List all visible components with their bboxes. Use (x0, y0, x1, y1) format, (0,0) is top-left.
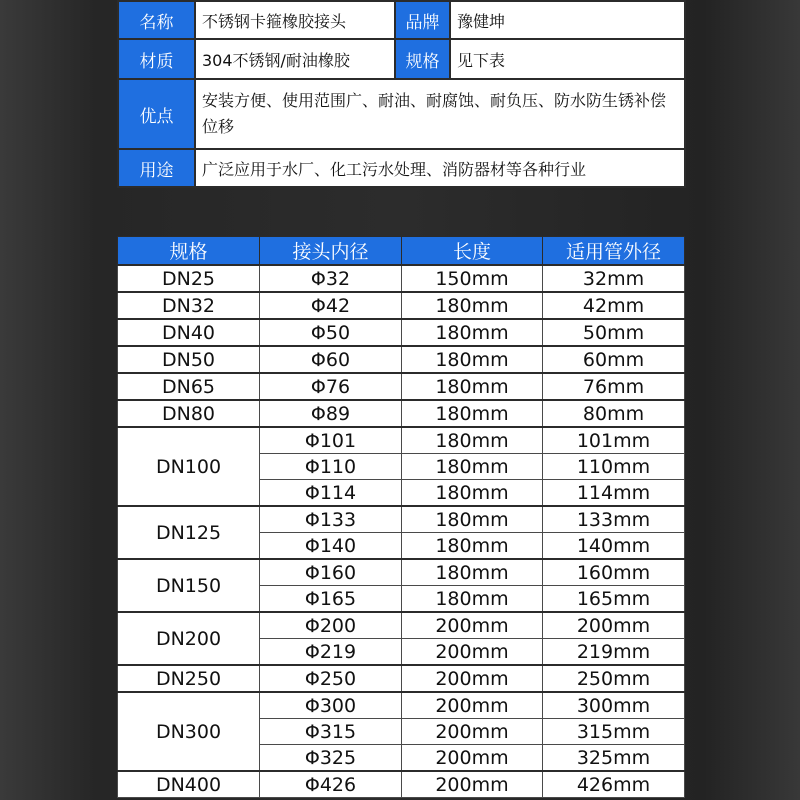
inner-diameter-cell: Φ300 (260, 692, 402, 719)
length-cell: 180mm (402, 319, 543, 346)
inner-diameter-cell: Φ76 (260, 373, 402, 400)
pipe-outer-diameter-cell: 101mm (543, 427, 685, 454)
inner-diameter-cell: Φ426 (260, 771, 402, 798)
table-row (118, 400, 685, 427)
pipe-outer-diameter-cell: 165mm (543, 586, 685, 613)
header-pipe-outer-diameter: 适用管外径 (543, 237, 685, 266)
length-cell: 200mm (402, 639, 543, 666)
length-cell: 180mm (402, 559, 543, 586)
spec-cell: DN300 (118, 692, 260, 771)
table-row (118, 319, 685, 346)
length-cell: 200mm (402, 745, 543, 772)
spec-header-row (118, 237, 685, 266)
spec-table (117, 236, 685, 798)
pipe-outer-diameter-cell: 315mm (543, 719, 685, 745)
name-value: 不锈钢卡箍橡胶接头 (195, 1, 395, 39)
spec-cell: DN150 (118, 559, 260, 612)
length-cell: 180mm (402, 533, 543, 560)
header-length: 长度 (402, 237, 543, 266)
length-cell: 200mm (402, 719, 543, 745)
brand-value: 豫健坤 (450, 1, 685, 39)
header-spec: 规格 (118, 237, 260, 266)
inner-diameter-cell: Φ200 (260, 612, 402, 639)
inner-diameter-cell: Φ89 (260, 400, 402, 427)
name-label: 名称 (118, 1, 195, 39)
table-row (118, 692, 685, 719)
header-inner-diameter: 接头内径 (260, 237, 402, 266)
info-row-usage (118, 149, 685, 187)
pipe-outer-diameter-cell: 114mm (543, 480, 685, 507)
spec-cell: DN250 (118, 665, 260, 692)
inner-diameter-cell: Φ42 (260, 292, 402, 319)
pipe-outer-diameter-cell: 133mm (543, 506, 685, 533)
length-cell: 180mm (402, 427, 543, 454)
table-row (118, 506, 685, 533)
table-row (118, 771, 685, 798)
spec-cell: DN40 (118, 319, 260, 346)
advantages-value: 安装方便、使用范围广、耐油、耐腐蚀、耐负压、防水防生锈补偿位移 (195, 79, 685, 149)
inner-diameter-cell: Φ114 (260, 480, 402, 507)
length-cell: 180mm (402, 292, 543, 319)
table-row (118, 559, 685, 586)
product-info-table (117, 0, 686, 188)
pipe-outer-diameter-cell: 42mm (543, 292, 685, 319)
spec-cell: DN65 (118, 373, 260, 400)
spec-cell: DN32 (118, 292, 260, 319)
pipe-outer-diameter-cell: 300mm (543, 692, 685, 719)
info-row-name (118, 1, 685, 39)
usage-value: 广泛应用于水厂、化工污水处理、消防器材等各种行业 (195, 149, 685, 187)
advantages-label: 优点 (118, 79, 195, 149)
spec-label: 规格 (395, 39, 450, 79)
pipe-outer-diameter-cell: 426mm (543, 771, 685, 798)
inner-diameter-cell: Φ133 (260, 506, 402, 533)
length-cell: 200mm (402, 771, 543, 798)
spec-cell: DN25 (118, 265, 260, 292)
spec-cell: DN80 (118, 400, 260, 427)
inner-diameter-cell: Φ140 (260, 533, 402, 560)
table-row (118, 427, 685, 454)
material-value: 304不锈钢/耐油橡胶 (195, 39, 395, 79)
length-cell: 180mm (402, 506, 543, 533)
pipe-outer-diameter-cell: 200mm (543, 612, 685, 639)
inner-diameter-cell: Φ110 (260, 454, 402, 480)
pipe-outer-diameter-cell: 80mm (543, 400, 685, 427)
table-row (118, 292, 685, 319)
spec-cell: DN100 (118, 427, 260, 506)
table-row (118, 665, 685, 692)
pipe-outer-diameter-cell: 50mm (543, 319, 685, 346)
pipe-outer-diameter-cell: 219mm (543, 639, 685, 666)
spec-cell: DN125 (118, 506, 260, 559)
length-cell: 180mm (402, 454, 543, 480)
inner-diameter-cell: Φ160 (260, 559, 402, 586)
length-cell: 180mm (402, 586, 543, 613)
length-cell: 180mm (402, 480, 543, 507)
pipe-outer-diameter-cell: 110mm (543, 454, 685, 480)
length-cell: 200mm (402, 612, 543, 639)
usage-label: 用途 (118, 149, 195, 187)
table-row (118, 346, 685, 373)
info-row-material (118, 39, 685, 79)
length-cell: 180mm (402, 346, 543, 373)
length-cell: 200mm (402, 692, 543, 719)
spec-value: 见下表 (450, 39, 685, 79)
table-row (118, 373, 685, 400)
info-row-advantages (118, 79, 685, 149)
length-cell: 180mm (402, 373, 543, 400)
material-label: 材质 (118, 39, 195, 79)
pipe-outer-diameter-cell: 325mm (543, 745, 685, 772)
inner-diameter-cell: Φ325 (260, 745, 402, 772)
inner-diameter-cell: Φ165 (260, 586, 402, 613)
spec-cell: DN50 (118, 346, 260, 373)
length-cell: 180mm (402, 400, 543, 427)
pipe-outer-diameter-cell: 32mm (543, 265, 685, 292)
inner-diameter-cell: Φ60 (260, 346, 402, 373)
spec-cell: DN400 (118, 771, 260, 798)
pipe-outer-diameter-cell: 76mm (543, 373, 685, 400)
brand-label: 品牌 (395, 1, 450, 39)
length-cell: 150mm (402, 265, 543, 292)
inner-diameter-cell: Φ32 (260, 265, 402, 292)
pipe-outer-diameter-cell: 250mm (543, 665, 685, 692)
inner-diameter-cell: Φ250 (260, 665, 402, 692)
pipe-outer-diameter-cell: 60mm (543, 346, 685, 373)
spec-table-body (118, 265, 685, 798)
table-row (118, 265, 685, 292)
inner-diameter-cell: Φ315 (260, 719, 402, 745)
pipe-outer-diameter-cell: 160mm (543, 559, 685, 586)
spec-cell: DN200 (118, 612, 260, 665)
inner-diameter-cell: Φ101 (260, 427, 402, 454)
length-cell: 200mm (402, 665, 543, 692)
pipe-outer-diameter-cell: 140mm (543, 533, 685, 560)
inner-diameter-cell: Φ219 (260, 639, 402, 666)
table-row (118, 612, 685, 639)
inner-diameter-cell: Φ50 (260, 319, 402, 346)
